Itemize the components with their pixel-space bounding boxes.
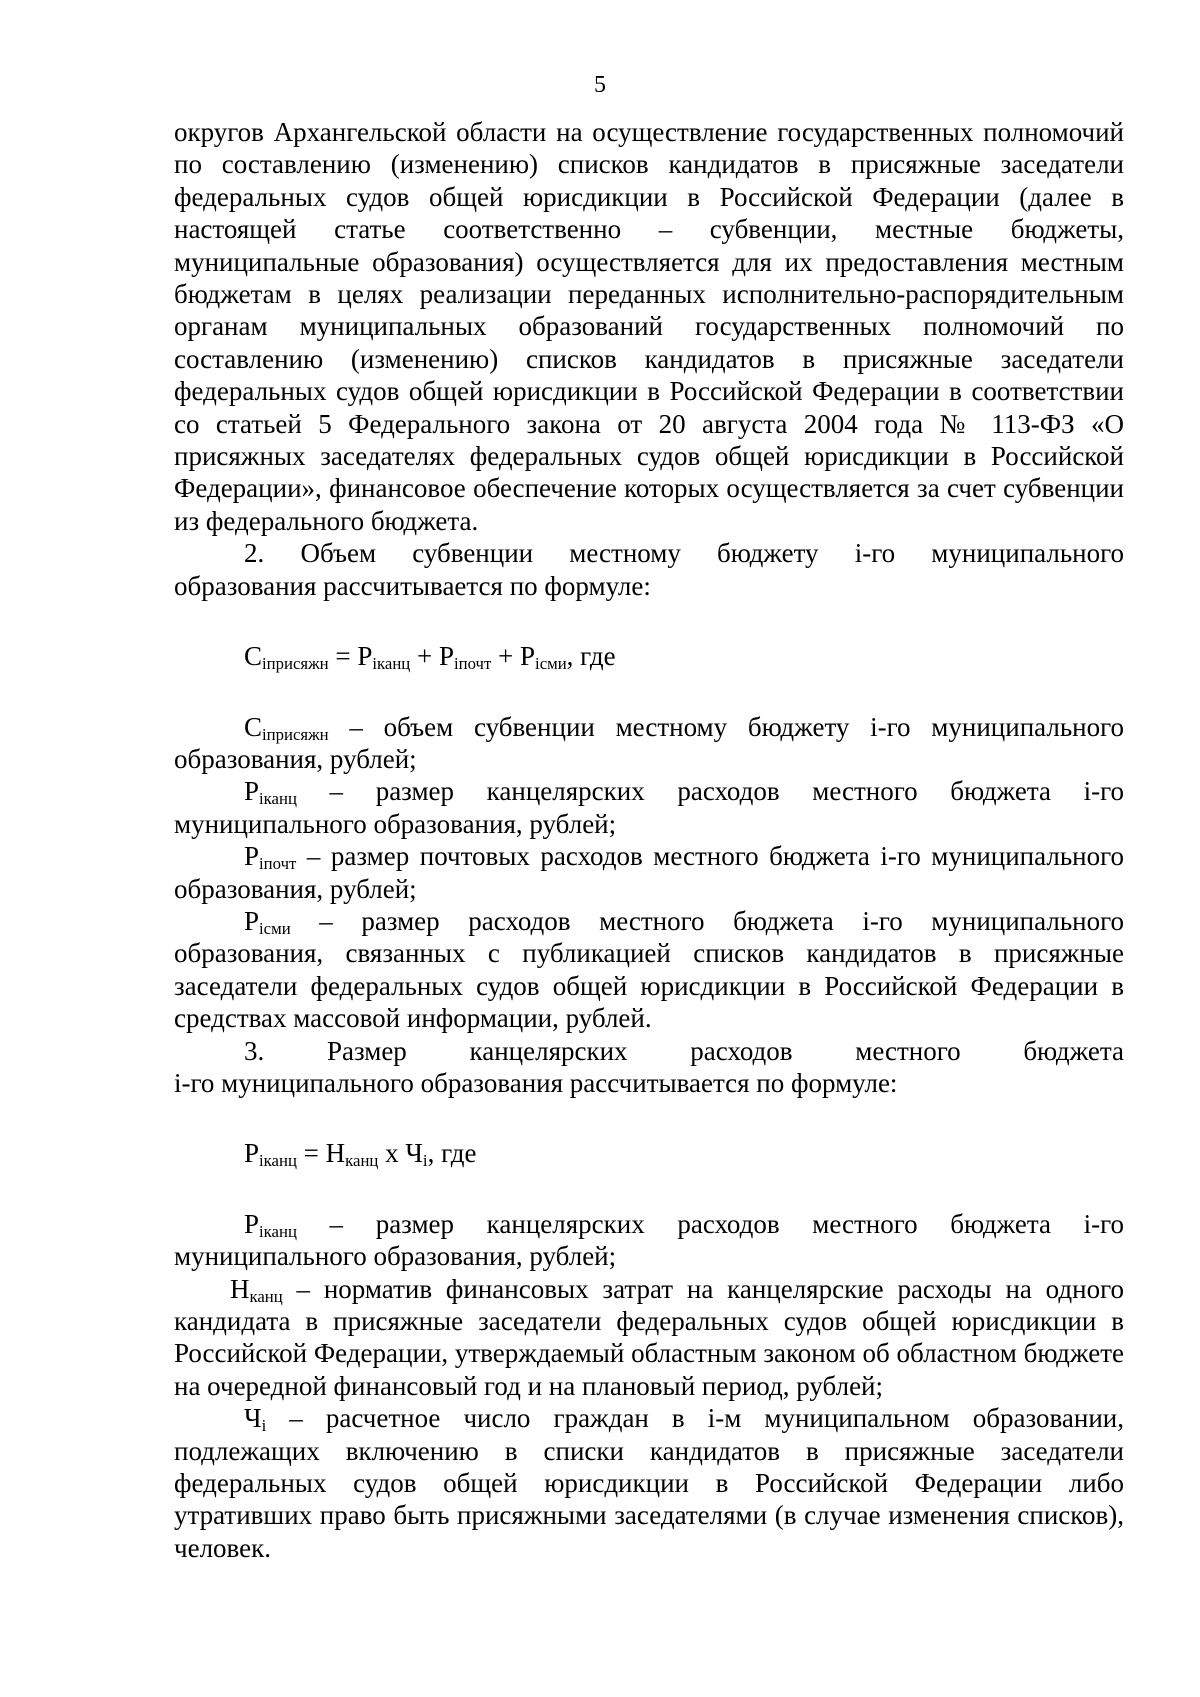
page-number: 5 — [594, 72, 606, 98]
paragraph-continuation: округов Архангельской области на осуществление государственных полномочий по составлению (изменению) списков кандидатов в присяжные заседатели федеральных судов общей юрисдикции в Российской Федерации (далее в настоящей статье соответственно – субвенции, местные бюджеты, муниципальные образования) осуществляется для их предоставления местным бюджетам в целях реализации переданных исполнительно-распорядительным органам муниципальных образований государственных полномочий по составлению (изменению) списков кандидатов в присяжные заседатели федеральных судов общей юрисдикции в Российской Федерации в соответствии со статьей 5 Федерального закона от 20 августа 2004 года № 113-ФЗ «О присяжных заседателях федеральных судов общей юрисдикции в Российской Федерации», финансовое обеспечение которых осуществляется за счет субвенции из федерального бюджета. — [174, 117, 1124, 536]
definition-p-kanc: $Р_{iканц}$ – размер канцелярских расходов местного бюджета i-го муниципального образования, рублей; — [174, 776, 1124, 839]
paragraph-3-line-2: i-го муниципального образования рассчитывается по формуле: — [174, 1067, 898, 1098]
document-body — [174, 116, 1124, 1564]
paragraph-2-line-1: 2. Объем субвенции местному бюджету i-го муниципального — [244, 538, 1124, 569]
paragraph-2-line-2: образования рассчитывается по формуле: — [174, 570, 651, 601]
spacer — [174, 1099, 1124, 1137]
definition2-p-kanc: $Р_{iканц}$ – размер канцелярских расходов местного бюджета i-го муниципального образования, рублей; — [174, 1208, 1124, 1272]
definition2-h-kanc: $Н_{канц}$ – норматив финансовых затрат на канцелярские расходы на одного кандидата в присяжные заседатели федеральных судов общей юрисдикции в Российской Федерации, утверждаемый областным законом об областном бюджете на очередной финансовый год и на плановый период, рублей; — [174, 1273, 1124, 1401]
formula-kanc: $Р_{iканц} = Н_{канц}$ x $Ч_i$, где — [244, 1138, 477, 1171]
spacer — [174, 602, 1124, 640]
definition2-ch: $Ч_i$ – расчетное число граждан в i-м муниципальном образовании, подлежащих включению в списки кандидатов в присяжные заседатели федеральных судов общей юрисдикции в Российской Федерации либо утративших право быть присяжными заседателями (в случае изменения списков), человек. — [174, 1403, 1124, 1563]
definition-p-pocht: $Р_{iпочт}$ – размер почтовых расходов местного бюджета i-го муниципального образования, рублей; — [174, 841, 1124, 904]
definition-c-prisyazhn: $С_{iприсяжн}$ – объем субвенции местному бюджету i-го муниципального образования, рублей; — [174, 711, 1124, 774]
spacer — [174, 673, 1124, 711]
definition-p-smi: $Р_{iсми}$ – размер расходов местного бюджета i-го муниципального образования, связанных с публикацией списков кандидатов в присяжные заседатели федеральных судов общей юрисдикции в Российской Федерации в средствах массовой информации, рублей. — [174, 905, 1124, 1034]
spacer — [174, 1170, 1124, 1208]
formula-subvention: $С_{iприсяжн} = Р_{iканц} + Р_{iпочт} + Р_{iсми}$, где — [244, 641, 616, 674]
paragraph-3-line-1: 3. Размер канцелярских расходов местного бюджета — [244, 1035, 1124, 1066]
